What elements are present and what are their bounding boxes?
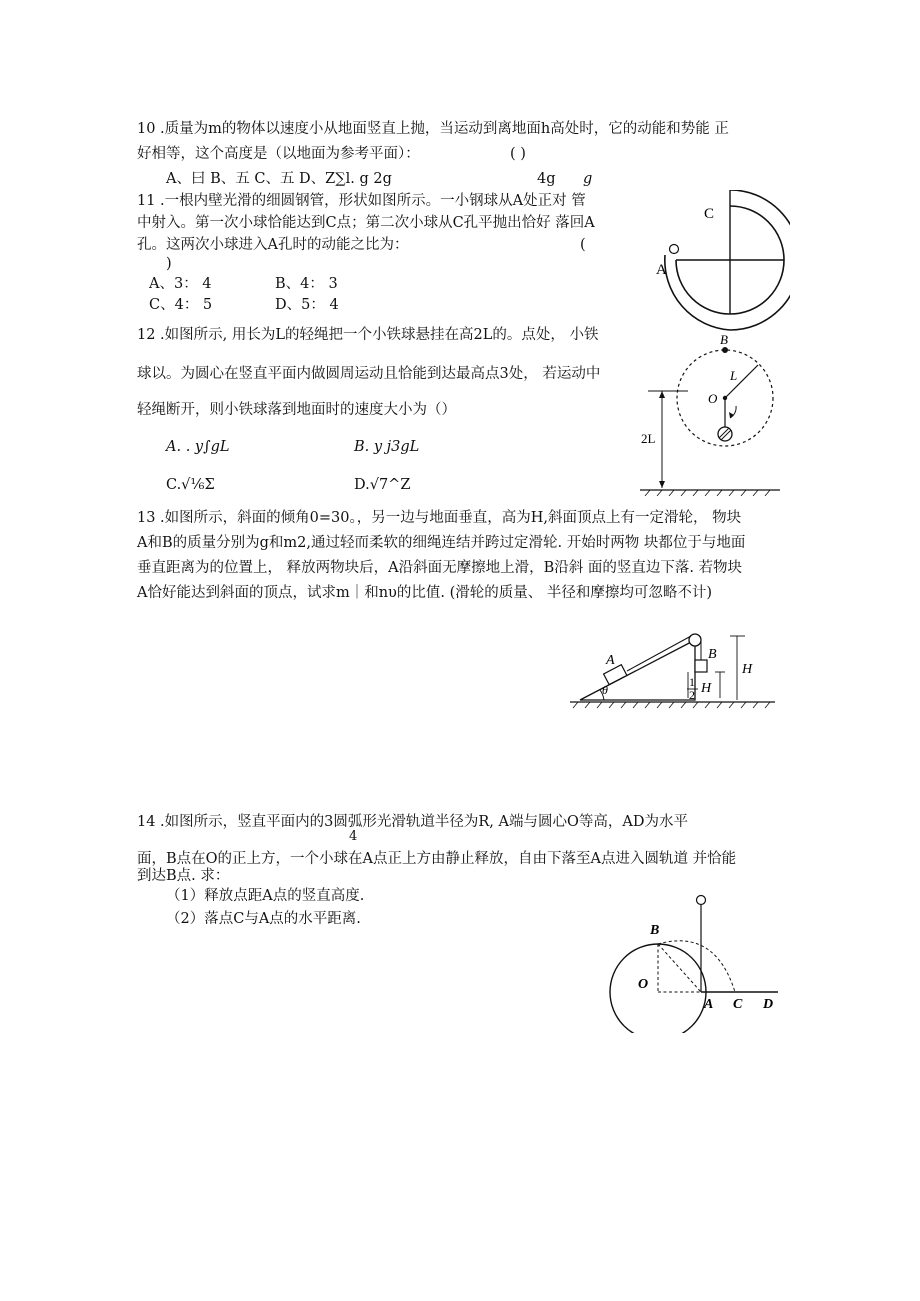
q14-label-c: C xyxy=(733,997,743,1012)
q10-options: A、曰 B、五 C、五 D、Z∑l. g 2g xyxy=(166,171,392,187)
q11-paren-close: ) xyxy=(166,256,172,272)
q11-option-b: B、4： 3 xyxy=(275,276,338,292)
q14-line3: 到达B点. 求： xyxy=(137,868,230,884)
q13-label-a: A xyxy=(606,653,615,668)
q12-option-c: C.√⅙Σ xyxy=(166,477,215,493)
q10-line1: 10 .质量为m的物体以速度小从地面竖直上抛，当运动到离地面h高处时，它的动能和势能 正 xyxy=(137,121,729,137)
q12-option-a: A. . y∫gL xyxy=(166,439,230,455)
q13-label-theta: θ xyxy=(602,683,608,697)
q12-label-b: B xyxy=(720,332,728,347)
q14-frac-denominator: 4 xyxy=(349,829,358,844)
q12-label-o: O xyxy=(708,391,718,406)
q14-line2: 面，B点在O的正上方，一个小球在A点正上方由静止释放，自由下落至A点进入圆轨道 并恰能 xyxy=(137,851,737,867)
q11-option-a: A、3： 4 xyxy=(149,276,212,292)
q14-label-b: B xyxy=(650,923,660,938)
q11-label-a: A xyxy=(656,262,667,278)
q10-line2: 好相等，这个高度是（以地面为参考平面）： xyxy=(137,146,420,162)
q14-sub1: （1）释放点距A点的竖直高度. xyxy=(166,888,365,904)
q13-figure-incline xyxy=(570,628,780,710)
q12-figure-pendulum xyxy=(640,328,785,496)
q13-label-h-half: H xyxy=(701,681,712,696)
q14-sub2: （2）落点C与A点的水平距离. xyxy=(166,911,361,927)
q11-line3: 孔。这两次小球进入A孔时的动能之比为： xyxy=(137,237,409,253)
q10-option-extra-4g: 4g xyxy=(537,171,556,187)
q11-paren-open: ( xyxy=(580,237,586,253)
q14-label-a: A xyxy=(704,997,714,1012)
q13-line4: A恰好能达到斜面的顶点，试求m｜和nυ的比值. (滑轮的质量、 半径和摩擦均可忽略不计) xyxy=(137,585,713,601)
q12-option-d: D.√7^Z xyxy=(354,477,411,493)
q13-label-h: H xyxy=(742,662,753,677)
q12-option-b: B. y j3gL xyxy=(354,439,420,455)
q11-option-c: C、4： 5 xyxy=(149,297,213,313)
q12-line3: 轻绳断开，则小铁球落到地面时的速度大小为（） xyxy=(137,402,456,418)
q11-line1: 11 .一根内壁光滑的细圆钢管，形状如图所示。一小钢球从A处正对 管 xyxy=(137,193,586,209)
q10-answer-paren: ( ) xyxy=(510,146,526,162)
q11-option-d: D、5： 4 xyxy=(275,297,339,313)
q13-line3: 垂直距离为的位置上， 释放两物块后，A沿斜面无摩擦地上滑，B沿斜 面的竖直边下落. 若物块 xyxy=(137,560,743,576)
q12-line2: 球以。为圆心在竖直平面内做圆周运动且恰能到达最高点3处， 若运动中 xyxy=(137,366,601,382)
q14-figure-track xyxy=(600,888,785,1033)
q13-label-b: B xyxy=(708,647,717,662)
q11-line2: 中射入。第一次小球恰能达到C点；第二次小球从C孔平抛出恰好 落回A xyxy=(137,215,595,231)
q11-figure-tube xyxy=(650,190,790,340)
q12-label-2l: 2L xyxy=(641,431,656,446)
q13-line2: A和B的质量分别为g和m2,通过轻而柔软的细绳连结并跨过定滑轮. 开始时两物 块都位于与地面 xyxy=(137,535,746,551)
q14-label-d: D xyxy=(763,997,774,1012)
q14-line1: 14 .如图所示，竖直平面内的3圆弧形光滑轨道半径为R, A端与圆心O等高，AD为水平 xyxy=(137,814,688,830)
q13-label-frac-num: 1 xyxy=(689,675,695,689)
q10-option-extra-g: g xyxy=(583,171,593,187)
q13-label-frac-den: 2 xyxy=(689,688,695,702)
q13-line1: 13 .如图所示，斜面的倾角0=30。，另一边与地面垂直，高为H,斜面顶点上有一定滑轮， 物块 xyxy=(137,510,742,526)
q14-label-o: O xyxy=(638,977,649,992)
q12-line1: 12 .如图所示, 用长为L的轻绳把一个小铁球悬挂在高2L的。点处， 小铁 xyxy=(137,327,599,343)
q12-label-l: L xyxy=(730,368,738,383)
q11-label-c: C xyxy=(704,206,715,222)
